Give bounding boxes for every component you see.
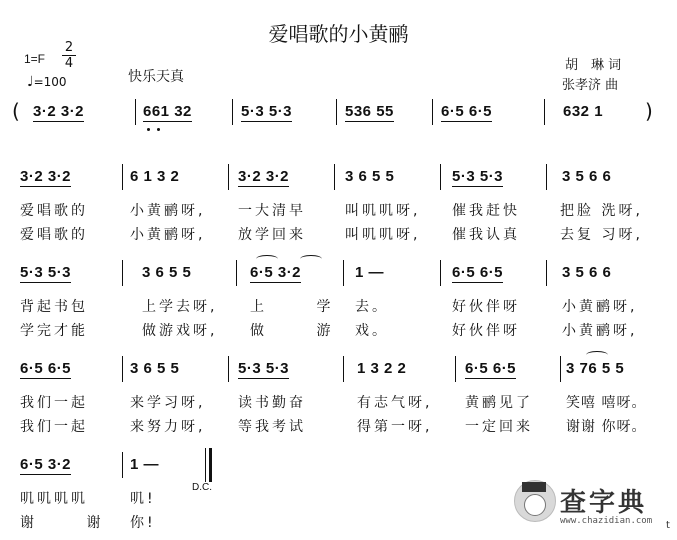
lyric: 黄鹂见了 bbox=[465, 395, 533, 411]
time-signature-top: 2 bbox=[64, 40, 74, 55]
lyrics-verse1-line-1 bbox=[0, 200, 677, 218]
intro-measure: 661 32 bbox=[143, 103, 192, 120]
barline bbox=[236, 260, 237, 286]
key-signature: 1=F bbox=[24, 52, 46, 66]
mascot-face-icon bbox=[524, 494, 546, 516]
watermark-text: 查字典 bbox=[560, 488, 648, 518]
quarter-note-icon: ♩ bbox=[27, 74, 34, 90]
barline bbox=[122, 452, 123, 478]
expression-marking: 快乐天真 bbox=[128, 69, 184, 85]
graduation-cap-icon bbox=[522, 482, 546, 492]
watermark-url: www.chazidian.com bbox=[560, 516, 653, 526]
time-signature-bottom: 4 bbox=[62, 55, 76, 71]
lyric: 来学习呀, bbox=[130, 395, 206, 411]
intro-measure: 536 55 bbox=[345, 103, 394, 120]
song-title: 爱唱歌的小黄鹂 bbox=[268, 22, 409, 46]
lyric: 我们一起 bbox=[20, 395, 88, 411]
lyric: 把脸 洗呀, bbox=[560, 203, 643, 219]
measure: 6 1 3 2 bbox=[130, 168, 180, 185]
measure: 6·5 6·5 bbox=[465, 360, 517, 377]
lyric: 谢谢 你呀。 bbox=[566, 419, 647, 435]
lyric: 爱唱歌的 bbox=[20, 203, 88, 219]
lyric: 谢 谢 bbox=[20, 515, 125, 531]
lyric: 有志气呀, bbox=[357, 395, 433, 411]
lyric: 戏。 bbox=[355, 323, 389, 339]
da-capo-mark: D.C. bbox=[192, 482, 212, 493]
site-watermark bbox=[508, 476, 668, 532]
lyric: 一定回来 bbox=[465, 419, 533, 435]
lyric: 好伙伴呀 bbox=[452, 323, 520, 339]
lyric: 你! bbox=[130, 515, 156, 531]
measure: 3 5 6 6 bbox=[562, 168, 612, 185]
barline bbox=[546, 164, 547, 190]
measure: 3·2 3·2 bbox=[238, 168, 290, 185]
lyric: 背起书包 bbox=[20, 299, 88, 315]
lyric: 催我赶快 bbox=[452, 203, 520, 219]
lyrics-verse2-line-1 bbox=[0, 224, 677, 242]
lyric: 叽叽叽叽 bbox=[20, 491, 88, 507]
lyric: 上学去呀, bbox=[142, 299, 218, 315]
notation-line-3 bbox=[0, 360, 677, 382]
barline bbox=[232, 99, 233, 125]
lyrics-verse2-line-2 bbox=[0, 320, 677, 338]
lyric: 等我考试 bbox=[238, 419, 306, 435]
watermark-tail: t bbox=[666, 520, 670, 531]
barline bbox=[440, 260, 441, 286]
intro-measure: 632 1 bbox=[563, 103, 604, 120]
measure: 3·2 3·2 bbox=[20, 168, 72, 185]
lyric: 读书勤奋 bbox=[238, 395, 306, 411]
lyrics-verse1-line-2 bbox=[0, 296, 677, 314]
final-barline-thin bbox=[205, 448, 206, 482]
measure: 5·3 5·3 bbox=[238, 360, 290, 377]
intro-measure: 3·2 3·2 bbox=[33, 103, 85, 120]
intro-notation-line bbox=[0, 99, 677, 125]
measure: 3 6 5 5 bbox=[130, 360, 180, 377]
notation-line-4 bbox=[0, 456, 677, 478]
lyric: 去。 bbox=[355, 299, 389, 315]
low-octave-dot bbox=[157, 128, 160, 131]
slur bbox=[586, 351, 608, 359]
intro-measure: 5·3 5·3 bbox=[241, 103, 293, 120]
notation-line-1 bbox=[0, 168, 677, 190]
lyrics-verse2-line-3 bbox=[0, 416, 677, 434]
lyric: 笑嘻 嘻呀。 bbox=[566, 395, 647, 411]
barline bbox=[455, 356, 456, 382]
measure: 6·5 3·2 bbox=[250, 264, 302, 281]
barline bbox=[228, 164, 229, 190]
lyric: 做 游 bbox=[250, 323, 355, 339]
lyric: 小黄鹂呀, bbox=[130, 203, 206, 219]
composer-credit: 张孝济 曲 bbox=[562, 78, 619, 93]
intro-open-paren: ( bbox=[12, 99, 20, 123]
tempo-marking bbox=[27, 74, 67, 90]
barline bbox=[440, 164, 441, 190]
barline bbox=[122, 260, 123, 286]
measure: 6·5 3·2 bbox=[20, 456, 72, 473]
lyric: 去复 习呀, bbox=[560, 227, 643, 243]
lyric: 小黄鹂呀, bbox=[562, 299, 638, 315]
lyric: 一大清早 bbox=[238, 203, 306, 219]
intro-close-paren: ) bbox=[645, 99, 653, 123]
lyric: 小黄鹂呀, bbox=[130, 227, 206, 243]
slur bbox=[256, 255, 278, 263]
lyric: 叫叽叽呀, bbox=[345, 227, 421, 243]
intro-measure: 6·5 6·5 bbox=[441, 103, 493, 120]
measure: 6·5 6·5 bbox=[452, 264, 504, 281]
tempo-value: =100 bbox=[33, 75, 67, 89]
lyricist-credit: 胡 琳 词 bbox=[565, 58, 622, 73]
measure: 1 — bbox=[130, 456, 160, 473]
barline bbox=[432, 99, 433, 125]
low-octave-dot bbox=[147, 128, 150, 131]
measure: 1 — bbox=[355, 264, 385, 281]
barline bbox=[135, 99, 136, 125]
final-barline-thick bbox=[209, 448, 212, 482]
barline bbox=[560, 356, 561, 382]
barline bbox=[334, 164, 335, 190]
barline bbox=[546, 260, 547, 286]
lyric: 小黄鹂呀, bbox=[562, 323, 638, 339]
lyrics-verse1-line-3 bbox=[0, 392, 677, 410]
measure: 6·5 6·5 bbox=[20, 360, 72, 377]
barline bbox=[228, 356, 229, 382]
lyric: 好伙伴呀 bbox=[452, 299, 520, 315]
barline bbox=[122, 164, 123, 190]
lyric: 催我认真 bbox=[452, 227, 520, 243]
lyric: 爱唱歌的 bbox=[20, 227, 88, 243]
barline bbox=[544, 99, 545, 125]
barline bbox=[122, 356, 123, 382]
measure: 3 6 5 5 bbox=[345, 168, 395, 185]
lyric: 来努力呀, bbox=[130, 419, 206, 435]
lyric: 我们一起 bbox=[20, 419, 88, 435]
measure: 3 5 6 6 bbox=[562, 264, 612, 281]
lyric: 上 学 bbox=[250, 299, 355, 315]
lyric: 得第一呀, bbox=[357, 419, 433, 435]
lyric: 学完才能 bbox=[20, 323, 88, 339]
measure: 3 6 5 5 bbox=[142, 264, 192, 281]
measure: 5·3 5·3 bbox=[452, 168, 504, 185]
notation-line-2 bbox=[0, 264, 677, 286]
barline bbox=[336, 99, 337, 125]
measure: 3 76 5 5 bbox=[566, 360, 625, 377]
lyric: 放学回来 bbox=[238, 227, 306, 243]
lyric: 做游戏呀, bbox=[142, 323, 218, 339]
barline bbox=[343, 260, 344, 286]
slur bbox=[300, 255, 322, 263]
measure: 1 3 2 2 bbox=[357, 360, 407, 377]
time-signature bbox=[62, 40, 76, 71]
measure: 5·3 5·3 bbox=[20, 264, 72, 281]
lyric: 叫叽叽呀, bbox=[345, 203, 421, 219]
barline bbox=[343, 356, 344, 382]
lyric: 叽! bbox=[130, 491, 156, 507]
